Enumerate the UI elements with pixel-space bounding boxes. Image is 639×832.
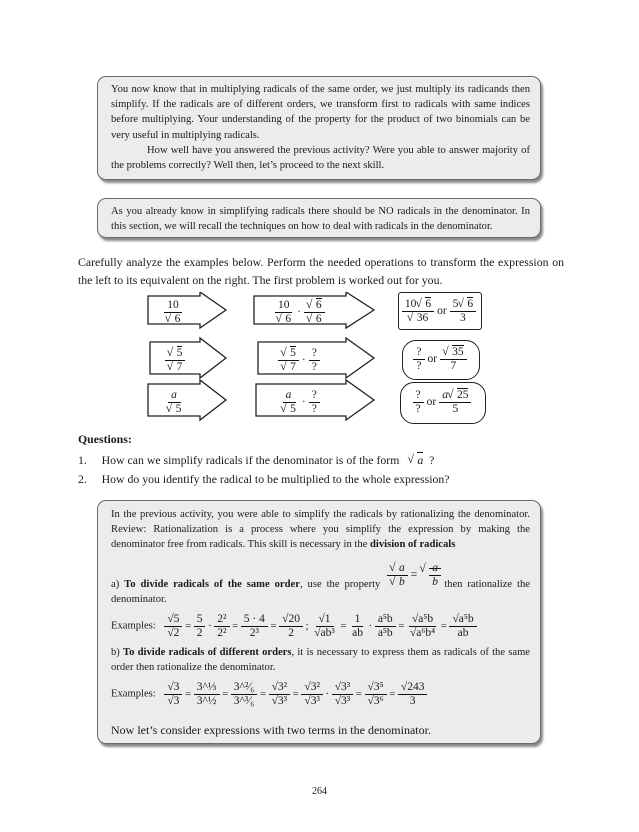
closing-line: Now let’s consider expressions with two terms in the denominator. xyxy=(111,723,431,738)
intro-note-box xyxy=(97,76,541,180)
division-review-box xyxy=(97,500,541,744)
instructions-paragraph: Carefully analyze the examples below. Perform the needed operations to transform the expression on the left to its equivalent on the right. The first problem is worked out for you. xyxy=(78,255,564,287)
row1-mid-expr: 10 √ 6 · √ 6 √ 6 xyxy=(264,296,334,328)
rule-a: a) To divide radicals of the same order, use the property then rationalize the denominator. xyxy=(111,578,530,605)
questions-heading: Questions: xyxy=(78,432,132,446)
row2-right-expr: $\frac{?}{?}$ or √ $\frac{35}{7}$ xyxy=(402,341,478,377)
row2-left-expr: √ 5 √ 7 xyxy=(152,342,198,378)
page-number: 264 xyxy=(312,786,327,797)
review-paragraph: In the previous activity, you were able to simplify the radicals by rationalizing the denominator. Review: Rationalization is a process where you simplify the expression by making the denominator free from radicals. This skill is necessary in the division of radicals xyxy=(111,509,530,551)
row1-left-expr: 10 √ 6 xyxy=(148,296,198,328)
examples-b-row: Examples: $\frac{√3}{√3}$ = $\frac{\text{3\textasciicircum{}⅓}}{\text{3\textasciicircum{}½}}$ = $\frac{\text{3\textasciicircum{}²⁄₆}}{\text{3\textasciicircum{}³⁄₆}}$ = $\frac{\text{√3²}}{\text{√3³}}$ = $\frac{\text{√3²}}{\text{√3³}}$ · $\frac{\text{√3³}}{\text{√3³}}$ = $\frac{\text{√3⁵}}{\text{√3⁶}}$ = $\frac{√243}{3}$ xyxy=(111,681,530,719)
row1-right-expr: 10√ 6 √ 36 or $\frac{5√ 6}{3}$ xyxy=(398,294,480,328)
row3-mid-expr: a √ 5 · $\frac{?}{?}$ xyxy=(266,384,332,420)
recall-note-box xyxy=(97,198,541,238)
question-2: 2. How do you identify the radical to be multiplied to the whole expression? xyxy=(78,472,450,486)
property-spacer xyxy=(111,553,530,577)
intro-note-paragraph: You now know that in multiplying radicals of the same order, we just multiply its radicands then simplify. If the radicals are of different orders, we transform first to radicals with same indices before multiplying. Your understanding of the property for the product of two binomials can be very useful in multiplying radicals. xyxy=(111,84,530,141)
row2-mid-expr: √ 5 √ 7 · $\frac{?}{?}$ xyxy=(266,342,332,378)
examples-a-row: Examples: $\frac{√5}{√2}$ = $\frac{5}{2}$ · $\frac{\text{2²}}{\text{2²}}$ = $\frac{5 \cdot 4}{\text{2³}}$ = $\frac{√20}{2}$ ; $\frac{√1}{\text{√ab³}}$ = $\frac{1}{ab}$ · $\frac{\text{a⁵b}}{\text{a⁵b}}$ = $\frac{\text{√a⁵b}}{\text{√a⁶b⁴}}$ = $\frac{\text{√a⁵b}}{ab}$ xyxy=(111,613,530,643)
recall-note-text: As you already know in simplifying radicals there should be NO radicals in the denominator. In this section, we will recall the techniques on how to deal with radicals in the denominator. xyxy=(111,206,530,233)
question-1: 1. How can we simplify radicals if the denominator is of the form √ a ? xyxy=(78,453,434,468)
intro-note-paragraph-2: How well have you answered the previous activity? Were you able to answer majority of the problems correctly? Well then, let’s proceed to the next skill. xyxy=(111,144,530,172)
examples-a-formulas: $\frac{√5}{√2}$ = $\frac{5}{2}$ · $\frac{\text{2²}}{\text{2²}}$ = $\frac{5 \cdot 4}{\text{2³}}$ = $\frac{√20}{2}$ ; $\frac{√1}{\text{√ab³}}$ = $\frac{1}{ab}$ · $\frac{\text{a⁵b}}{\text{a⁵b}}$ = $\frac{\text{√a⁵b}}{\text{√a⁶b⁴}}$ = $\frac{\text{√a⁵b}}{ab}$ xyxy=(164,621,476,632)
row3-right-expr: $\frac{?}{?}$ or $\frac{a√ 25}{5}$ xyxy=(400,384,484,420)
examples-b-formulas: $\frac{√3}{√3}$ = $\frac{\text{3\textasciicircum{}⅓}}{\text{3\textasciicircum{}½}}$ = $\frac{\text{3\textasciicircum{}²⁄₆}}{\text{3\textasciicircum{}³⁄₆}}$ = $\frac{\text{√3²}}{\text{√3³}}$ = $\frac{\text{√3²}}{\text{√3³}}$ · $\frac{\text{√3³}}{\text{√3³}}$ = $\frac{\text{√3⁵}}{\text{√3⁶}}$ = $\frac{√243}{3}$ xyxy=(164,689,427,700)
rule-b: b) To divide radicals of different orders, it is necessary to express them as radicals of the same order then rationalize the denominator. xyxy=(111,647,531,674)
division-property-formula: √ a √ b = √ $\frac{a}{b}$ xyxy=(384,558,444,592)
row3-left-expr: a √ 5 xyxy=(150,384,198,420)
